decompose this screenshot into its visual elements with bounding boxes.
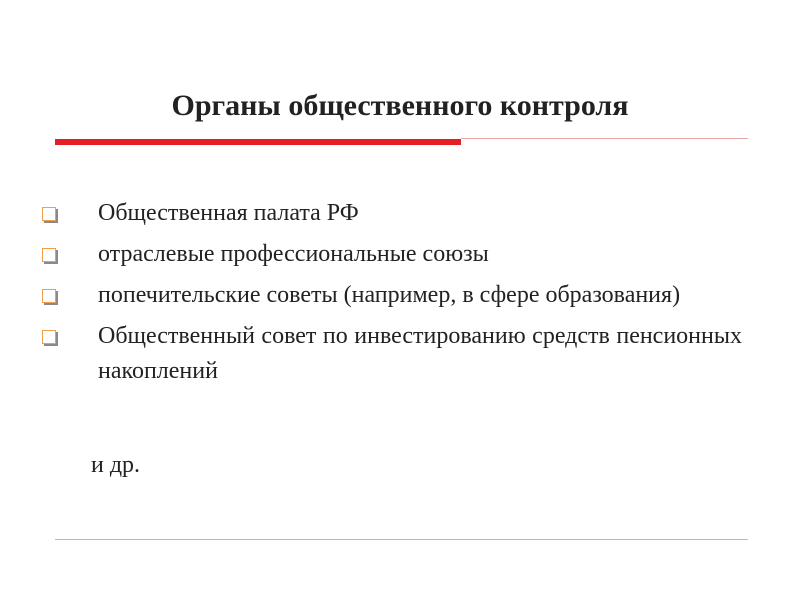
list-item	[42, 237, 742, 272]
list-item	[42, 196, 742, 231]
title-underline-thin	[461, 138, 748, 139]
list-item	[42, 278, 742, 313]
square-bullet-icon	[42, 330, 56, 344]
list-item-text: попечительские советы (например, в сфере образования)	[98, 282, 681, 308]
list-tail-text: и др.	[91, 452, 141, 478]
list-item-text: отраслевые профессиональные союзы	[98, 241, 489, 267]
square-bullet-icon	[42, 248, 56, 262]
footer-rule	[55, 539, 748, 540]
square-bullet-icon	[42, 289, 56, 303]
slide-title: Органы общественного контроля	[171, 89, 629, 122]
square-bullet-icon	[42, 207, 56, 221]
bullet-list	[42, 196, 742, 395]
list-item-text: Общественный совет по инвестированию средств пенсионных накоплений	[98, 323, 742, 384]
list-item	[42, 319, 742, 389]
title-underline-thick	[55, 139, 461, 145]
list-item-text: Общественная палата РФ	[98, 200, 359, 226]
